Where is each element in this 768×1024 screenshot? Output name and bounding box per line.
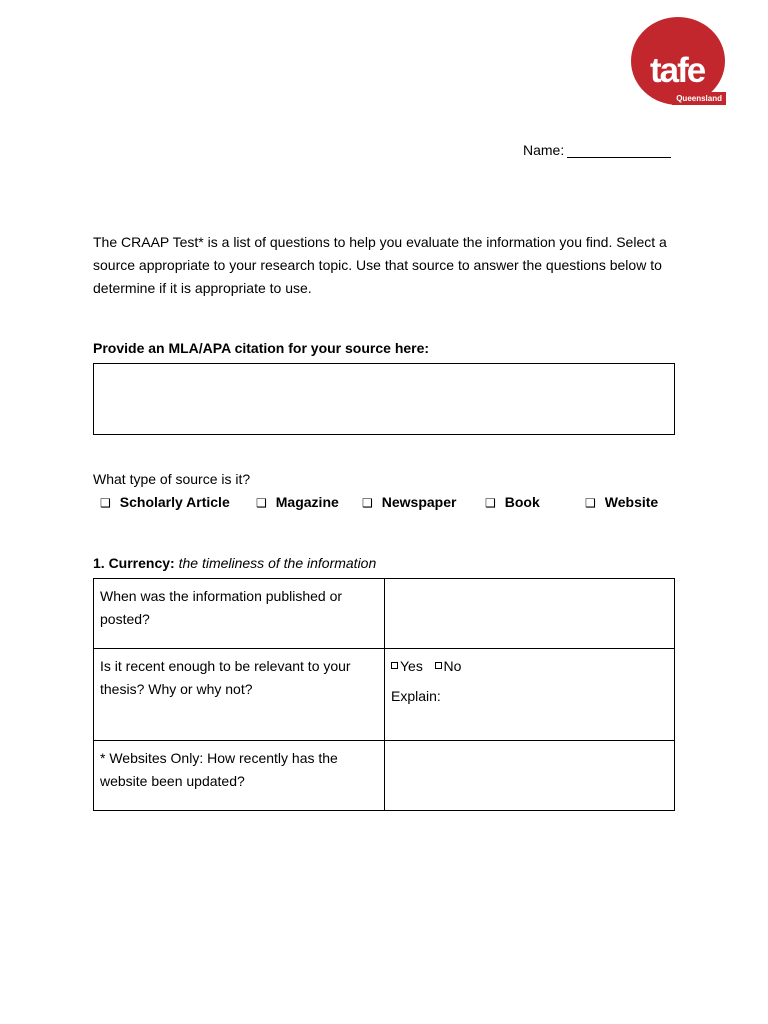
answer-cell[interactable] [385, 649, 675, 741]
table-row [94, 649, 675, 741]
citation-input-box[interactable] [93, 363, 675, 435]
currency-description: the timeliness of the information [178, 555, 377, 571]
yes-no-options [391, 655, 668, 678]
option-magazine[interactable] [256, 494, 339, 510]
option-book[interactable] [485, 494, 540, 510]
name-blank[interactable] [567, 143, 671, 158]
question-cell: Is it recent enough to be relevant to your thesis? Why or why not? [94, 649, 385, 741]
question-cell: When was the information published or posted? [94, 579, 385, 649]
citation-label: Provide an MLA/APA citation for your source here: [93, 340, 430, 356]
no-label: No [443, 658, 462, 674]
source-type-question: What type of source is it? [93, 471, 251, 487]
intro-paragraph: The CRAAP Test* is a list of questions to help you evaluate the information you find. Select a source appropriate to your research topic. Use that source to answer the questions below to determine if it is appropriate to use. [93, 234, 667, 296]
checkbox-icon[interactable]: ❑ [362, 496, 373, 510]
checkbox-icon[interactable]: ❑ [485, 496, 496, 510]
no-checkbox[interactable] [435, 662, 442, 669]
checkbox-icon[interactable]: ❑ [585, 496, 596, 510]
name-field[interactable] [523, 142, 671, 158]
currency-title: 1. Currency: [93, 555, 175, 571]
answer-cell[interactable] [385, 741, 675, 811]
option-label: Book [504, 494, 540, 510]
option-scholarly-article[interactable] [100, 494, 230, 510]
explain-label: Explain: [391, 688, 441, 704]
logo-subtitle: Queensland [672, 92, 726, 105]
option-label: Website [604, 494, 659, 510]
answer-cell[interactable] [385, 579, 675, 649]
option-label: Magazine [275, 494, 339, 510]
option-newspaper[interactable] [362, 494, 456, 510]
currency-heading [93, 555, 376, 571]
option-website[interactable] [585, 494, 658, 510]
question-cell: * Websites Only: How recently has the website been updated? [94, 741, 385, 811]
currency-table [93, 578, 675, 811]
tafe-queensland-logo [630, 17, 726, 107]
table-row [94, 741, 675, 811]
checkbox-icon[interactable]: ❑ [100, 496, 111, 510]
name-label: Name: [523, 142, 565, 158]
yes-checkbox[interactable] [391, 662, 398, 669]
option-label: Newspaper [381, 494, 457, 510]
checkbox-icon[interactable]: ❑ [256, 496, 267, 510]
logo-word: tafe [650, 51, 705, 90]
yes-label: Yes [400, 658, 423, 674]
table-row [94, 579, 675, 649]
option-label: Scholarly Article [119, 494, 230, 510]
